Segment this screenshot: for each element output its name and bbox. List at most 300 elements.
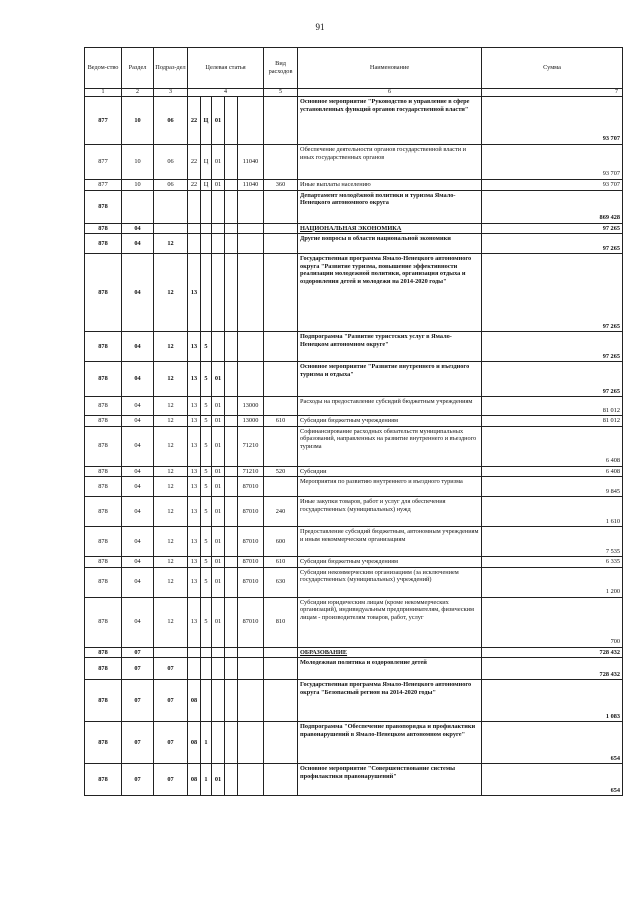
vid-cell (264, 722, 298, 764)
col-number: 2 (122, 89, 154, 97)
item-sum: 6 408 (482, 466, 623, 477)
target-code-3: 01 (212, 764, 225, 796)
target-code-1: 22 (188, 97, 201, 145)
podrazdel-cell: 07 (154, 658, 188, 680)
vid-cell (264, 97, 298, 145)
razdel-cell: 04 (122, 597, 154, 647)
item-sum: 97 265 (482, 223, 623, 234)
target-code-4 (225, 466, 238, 477)
target-code-2: Ц (201, 180, 212, 191)
ved-cell: 878 (85, 426, 122, 466)
vid-cell: 630 (264, 567, 298, 597)
item-name: Субсидии (298, 466, 482, 477)
table-row (85, 466, 623, 477)
target-code-1 (188, 190, 201, 223)
table-row (85, 190, 623, 223)
target-code-2: Ц (201, 97, 212, 145)
target-code-2 (201, 234, 212, 254)
razdel-cell (122, 190, 154, 223)
vid-cell (264, 190, 298, 223)
item-sum: 81 012 (482, 397, 623, 416)
target-code-5: 71210 (238, 466, 264, 477)
ved-cell: 878 (85, 332, 122, 362)
razdel-cell: 07 (122, 764, 154, 796)
ved-cell: 878 (85, 497, 122, 527)
target-code-4 (225, 97, 238, 145)
podrazdel-cell: 12 (154, 426, 188, 466)
target-code-4 (225, 497, 238, 527)
table-row (85, 764, 623, 796)
podrazdel-cell (154, 223, 188, 234)
item-sum: 93 707 (482, 145, 623, 180)
item-sum: 97 265 (482, 234, 623, 254)
podrazdel-cell: 12 (154, 597, 188, 647)
target-code-3 (212, 223, 225, 234)
target-code-2 (201, 647, 212, 658)
target-code-3: 01 (212, 180, 225, 191)
target-code-4 (225, 477, 238, 497)
table-row (85, 567, 623, 597)
razdel-cell: 04 (122, 332, 154, 362)
target-code-1: 13 (188, 557, 201, 568)
target-code-1: 13 (188, 397, 201, 416)
target-code-4 (225, 597, 238, 647)
item-sum: 97 265 (482, 254, 623, 332)
table-row (85, 145, 623, 180)
podrazdel-cell: 07 (154, 764, 188, 796)
target-code-2 (201, 254, 212, 332)
item-name: Другие вопросы в области национальной экономики (298, 234, 482, 254)
razdel-cell: 04 (122, 426, 154, 466)
razdel-cell: 10 (122, 97, 154, 145)
target-code-5: 87010 (238, 497, 264, 527)
table-row (85, 647, 623, 658)
ved-cell: 877 (85, 97, 122, 145)
target-code-3: 01 (212, 145, 225, 180)
table-row (85, 223, 623, 234)
vid-cell (264, 362, 298, 397)
item-name: Субсидии юридическим лицам (кроме некоммерческих организаций), индивидуальным предпринимателям, физическим лицам - производителям товаров, работ, услуг (298, 597, 482, 647)
razdel-cell: 07 (122, 647, 154, 658)
target-code-2 (201, 190, 212, 223)
target-code-3 (212, 234, 225, 254)
target-code-2 (201, 680, 212, 722)
target-code-5 (238, 722, 264, 764)
table-row (85, 97, 623, 145)
target-code-1 (188, 647, 201, 658)
header-vid: Вид расходов (264, 48, 298, 89)
item-sum: 654 (482, 722, 623, 764)
target-code-3: 01 (212, 466, 225, 477)
target-code-5: 87010 (238, 477, 264, 497)
vid-cell (264, 254, 298, 332)
target-code-2: 1 (201, 764, 212, 796)
item-name: Предоставление субсидий бюджетным, автономным учреждениям и иным некоммерческим организациям (298, 527, 482, 557)
item-sum: 97 265 (482, 362, 623, 397)
vid-cell (264, 223, 298, 234)
target-code-5: 13000 (238, 397, 264, 416)
target-code-4 (225, 234, 238, 254)
target-code-4 (225, 527, 238, 557)
item-sum: 81 012 (482, 416, 623, 427)
target-code-4 (225, 722, 238, 764)
header-tselevaya: Целевая статья (188, 48, 264, 89)
target-code-4 (225, 397, 238, 416)
target-code-1: 13 (188, 497, 201, 527)
table-row (85, 180, 623, 191)
target-code-4 (225, 557, 238, 568)
target-code-4 (225, 362, 238, 397)
item-sum: 6 335 (482, 557, 623, 568)
item-name: Государственная программа Ямало-Ненецкого автономного округа "Безопасный регион на 2014-2020 годы" (298, 680, 482, 722)
target-code-1: 08 (188, 722, 201, 764)
razdel-cell: 04 (122, 254, 154, 332)
table-row (85, 332, 623, 362)
item-sum: 1 200 (482, 567, 623, 597)
target-code-2: 5 (201, 557, 212, 568)
podrazdel-cell: 12 (154, 557, 188, 568)
target-code-1: 13 (188, 466, 201, 477)
table-row (85, 397, 623, 416)
target-code-3 (212, 658, 225, 680)
item-name: Молодежная политика и оздоровление детей (298, 658, 482, 680)
column-number-row (85, 89, 623, 97)
target-code-5: 13000 (238, 416, 264, 427)
target-code-4 (225, 180, 238, 191)
target-code-2: 1 (201, 722, 212, 764)
podrazdel-cell: 12 (154, 254, 188, 332)
vid-cell (264, 234, 298, 254)
vid-cell (264, 764, 298, 796)
target-code-2: 5 (201, 497, 212, 527)
item-name: Софинансирование расходных обязательств муниципальных образований, направленных на развитие внутреннего и въездного туризма (298, 426, 482, 466)
ved-cell: 877 (85, 145, 122, 180)
header-ved: Ведом-ство (85, 48, 122, 89)
target-code-3: 01 (212, 477, 225, 497)
razdel-cell: 04 (122, 416, 154, 427)
razdel-cell: 04 (122, 497, 154, 527)
item-name: Мероприятия по развитию внутреннего и въездного туризма (298, 477, 482, 497)
item-name: Департамент молодёжной политики и туризма Ямало-Ненецкого автономного округа (298, 190, 482, 223)
item-sum: 728 432 (482, 658, 623, 680)
item-name: НАЦИОНАЛЬНАЯ ЭКОНОМИКА (298, 223, 482, 234)
item-name: Обеспечение деятельности органов государственной власти и иных государственных органов (298, 145, 482, 180)
table-row (85, 477, 623, 497)
target-code-2: 5 (201, 477, 212, 497)
target-code-3 (212, 254, 225, 332)
target-code-2: 5 (201, 397, 212, 416)
target-code-4 (225, 332, 238, 362)
target-code-1: 13 (188, 254, 201, 332)
target-code-4 (225, 658, 238, 680)
target-code-1: 13 (188, 597, 201, 647)
razdel-cell: 10 (122, 145, 154, 180)
header-razdel: Раздел (122, 48, 154, 89)
item-name: ОБРАЗОВАНИЕ (298, 647, 482, 658)
target-code-5 (238, 234, 264, 254)
table-row (85, 527, 623, 557)
item-name: Субсидии бюджетным учреждениям (298, 557, 482, 568)
table-body (85, 97, 623, 796)
item-name: Основное мероприятие "Руководство и управление в сфере установленных функций органов государственной власти" (298, 97, 482, 145)
ved-cell: 878 (85, 527, 122, 557)
razdel-cell: 04 (122, 397, 154, 416)
target-code-5: 11040 (238, 180, 264, 191)
item-name: Основное мероприятие "Развитие внутреннего и въездного туризма и отдыха" (298, 362, 482, 397)
podrazdel-cell (154, 647, 188, 658)
vid-cell (264, 332, 298, 362)
podrazdel-cell: 06 (154, 180, 188, 191)
target-code-2: 5 (201, 426, 212, 466)
table-row (85, 254, 623, 332)
target-code-2: 5 (201, 567, 212, 597)
item-sum: 1 610 (482, 497, 623, 527)
razdel-cell: 07 (122, 680, 154, 722)
target-code-1 (188, 223, 201, 234)
ved-cell: 878 (85, 477, 122, 497)
item-name: Государственная программа Ямало-Ненецкого автономного округа "Развитие туризма, повышение эффективности реализации молодежной политики, организация отдыха и оздоровления детей и молодежи на 2014-2020 годы" (298, 254, 482, 332)
podrazdel-cell: 12 (154, 397, 188, 416)
ved-cell: 878 (85, 557, 122, 568)
item-name: Подпрограмма "Обеспечение правопорядка и профилактики правонарушений в Ямало-Ненецком автономном округе" (298, 722, 482, 764)
budget-table (84, 47, 623, 796)
razdel-cell: 04 (122, 234, 154, 254)
table-row (85, 722, 623, 764)
target-code-1: 22 (188, 180, 201, 191)
razdel-cell: 04 (122, 223, 154, 234)
razdel-cell: 04 (122, 567, 154, 597)
item-name: Субсидии бюджетным учреждениям (298, 416, 482, 427)
item-name: Расходы на предоставление субсидий бюджетным учреждениям (298, 397, 482, 416)
col-number: 3 (154, 89, 188, 97)
target-code-1: 08 (188, 764, 201, 796)
target-code-2: 5 (201, 527, 212, 557)
razdel-cell: 04 (122, 527, 154, 557)
target-code-5: 11040 (238, 145, 264, 180)
razdel-cell: 07 (122, 722, 154, 764)
table-row (85, 416, 623, 427)
ved-cell: 878 (85, 680, 122, 722)
razdel-cell: 04 (122, 362, 154, 397)
target-code-3: 01 (212, 426, 225, 466)
table-row (85, 426, 623, 466)
target-code-3: 01 (212, 567, 225, 597)
target-code-4 (225, 647, 238, 658)
target-code-1 (188, 658, 201, 680)
target-code-1: 13 (188, 477, 201, 497)
podrazdel-cell (154, 190, 188, 223)
ved-cell: 877 (85, 180, 122, 191)
podrazdel-cell: 12 (154, 477, 188, 497)
podrazdel-cell: 07 (154, 722, 188, 764)
target-code-3 (212, 647, 225, 658)
table-row (85, 597, 623, 647)
podrazdel-cell: 12 (154, 567, 188, 597)
target-code-1: 13 (188, 426, 201, 466)
podrazdel-cell: 06 (154, 97, 188, 145)
ved-cell: 878 (85, 362, 122, 397)
col-number: 1 (85, 89, 122, 97)
podrazdel-cell: 12 (154, 497, 188, 527)
header-naim: Наименование (298, 48, 482, 89)
target-code-3: 01 (212, 416, 225, 427)
target-code-1: 13 (188, 527, 201, 557)
table-row (85, 362, 623, 397)
target-code-4 (225, 145, 238, 180)
vid-cell (264, 426, 298, 466)
target-code-5: 87010 (238, 567, 264, 597)
target-code-3: 01 (212, 597, 225, 647)
col-number: 5 (264, 89, 298, 97)
podrazdel-cell: 12 (154, 332, 188, 362)
target-code-5: 71210 (238, 426, 264, 466)
target-code-5: 87010 (238, 597, 264, 647)
ved-cell: 878 (85, 647, 122, 658)
vid-cell (264, 397, 298, 416)
col-number: 7 (482, 89, 623, 97)
target-code-5 (238, 658, 264, 680)
ved-cell: 878 (85, 466, 122, 477)
vid-cell: 240 (264, 497, 298, 527)
target-code-3 (212, 722, 225, 764)
target-code-4 (225, 567, 238, 597)
vid-cell: 610 (264, 416, 298, 427)
vid-cell (264, 145, 298, 180)
item-name: Основное мероприятие "Совершенствование системы профилактики правонарушений" (298, 764, 482, 796)
item-name: Подпрограмма "Развитие туристских услуг в Ямало-Ненецком автономном округе" (298, 332, 482, 362)
target-code-5 (238, 764, 264, 796)
item-sum: 7 535 (482, 527, 623, 557)
target-code-1: 13 (188, 362, 201, 397)
item-sum: 700 (482, 597, 623, 647)
header-podrazdel: Подраз-дел (154, 48, 188, 89)
item-sum: 869 428 (482, 190, 623, 223)
podrazdel-cell: 12 (154, 416, 188, 427)
razdel-cell: 04 (122, 466, 154, 477)
target-code-3: 01 (212, 97, 225, 145)
target-code-5 (238, 362, 264, 397)
target-code-2: 5 (201, 466, 212, 477)
target-code-2: 5 (201, 416, 212, 427)
item-name: Субсидии некоммерческим организациям (за исключением государственных (муниципальных) учреждений) (298, 567, 482, 597)
target-code-5: 87010 (238, 557, 264, 568)
vid-cell (264, 658, 298, 680)
target-code-4 (225, 223, 238, 234)
ved-cell: 878 (85, 254, 122, 332)
ved-cell: 878 (85, 190, 122, 223)
target-code-1: 22 (188, 145, 201, 180)
podrazdel-cell: 07 (154, 680, 188, 722)
podrazdel-cell: 12 (154, 527, 188, 557)
ved-cell: 878 (85, 223, 122, 234)
target-code-1: 13 (188, 332, 201, 362)
target-code-3 (212, 190, 225, 223)
target-code-3: 01 (212, 527, 225, 557)
target-code-3: 01 (212, 397, 225, 416)
podrazdel-cell: 12 (154, 234, 188, 254)
vid-cell: 360 (264, 180, 298, 191)
target-code-4 (225, 426, 238, 466)
razdel-cell: 10 (122, 180, 154, 191)
target-code-4 (225, 190, 238, 223)
item-name: Иные закупки товаров, работ и услуг для обеспечения государственных (муниципальных) нужд (298, 497, 482, 527)
col-number: 6 (298, 89, 482, 97)
table-row (85, 234, 623, 254)
podrazdel-cell: 12 (154, 362, 188, 397)
ved-cell: 878 (85, 597, 122, 647)
target-code-5 (238, 680, 264, 722)
target-code-5 (238, 254, 264, 332)
vid-cell (264, 680, 298, 722)
target-code-3 (212, 332, 225, 362)
item-sum: 728 432 (482, 647, 623, 658)
vid-cell: 520 (264, 466, 298, 477)
target-code-4 (225, 416, 238, 427)
razdel-cell: 04 (122, 557, 154, 568)
col-number: 4 (188, 89, 264, 97)
vid-cell (264, 647, 298, 658)
target-code-4 (225, 254, 238, 332)
vid-cell (264, 477, 298, 497)
table-row (85, 557, 623, 568)
target-code-1: 13 (188, 567, 201, 597)
ved-cell: 878 (85, 764, 122, 796)
target-code-5 (238, 223, 264, 234)
ved-cell: 878 (85, 416, 122, 427)
target-code-5 (238, 97, 264, 145)
podrazdel-cell: 12 (154, 466, 188, 477)
item-name: Иные выплаты населению (298, 180, 482, 191)
target-code-2 (201, 223, 212, 234)
item-sum: 93 707 (482, 180, 623, 191)
podrazdel-cell: 06 (154, 145, 188, 180)
ved-cell: 878 (85, 567, 122, 597)
target-code-5 (238, 647, 264, 658)
table-row (85, 497, 623, 527)
target-code-5 (238, 190, 264, 223)
razdel-cell: 07 (122, 658, 154, 680)
target-code-2: 5 (201, 332, 212, 362)
vid-cell: 600 (264, 527, 298, 557)
ved-cell: 878 (85, 397, 122, 416)
razdel-cell: 04 (122, 477, 154, 497)
target-code-4 (225, 680, 238, 722)
header-row (85, 48, 623, 89)
item-sum: 97 265 (482, 332, 623, 362)
ved-cell: 878 (85, 722, 122, 764)
item-sum: 9 845 (482, 477, 623, 497)
table-row (85, 658, 623, 680)
ved-cell: 878 (85, 234, 122, 254)
target-code-1 (188, 234, 201, 254)
item-sum: 1 083 (482, 680, 623, 722)
table-row (85, 680, 623, 722)
target-code-2: 5 (201, 362, 212, 397)
ved-cell: 878 (85, 658, 122, 680)
target-code-2: Ц (201, 145, 212, 180)
target-code-5 (238, 332, 264, 362)
target-code-2 (201, 658, 212, 680)
item-sum: 93 707 (482, 97, 623, 145)
item-sum: 654 (482, 764, 623, 796)
target-code-5: 87010 (238, 527, 264, 557)
target-code-3: 01 (212, 362, 225, 397)
target-code-3: 01 (212, 497, 225, 527)
item-sum: 6 408 (482, 426, 623, 466)
target-code-4 (225, 764, 238, 796)
page-number: 91 (315, 22, 325, 32)
target-code-3 (212, 680, 225, 722)
